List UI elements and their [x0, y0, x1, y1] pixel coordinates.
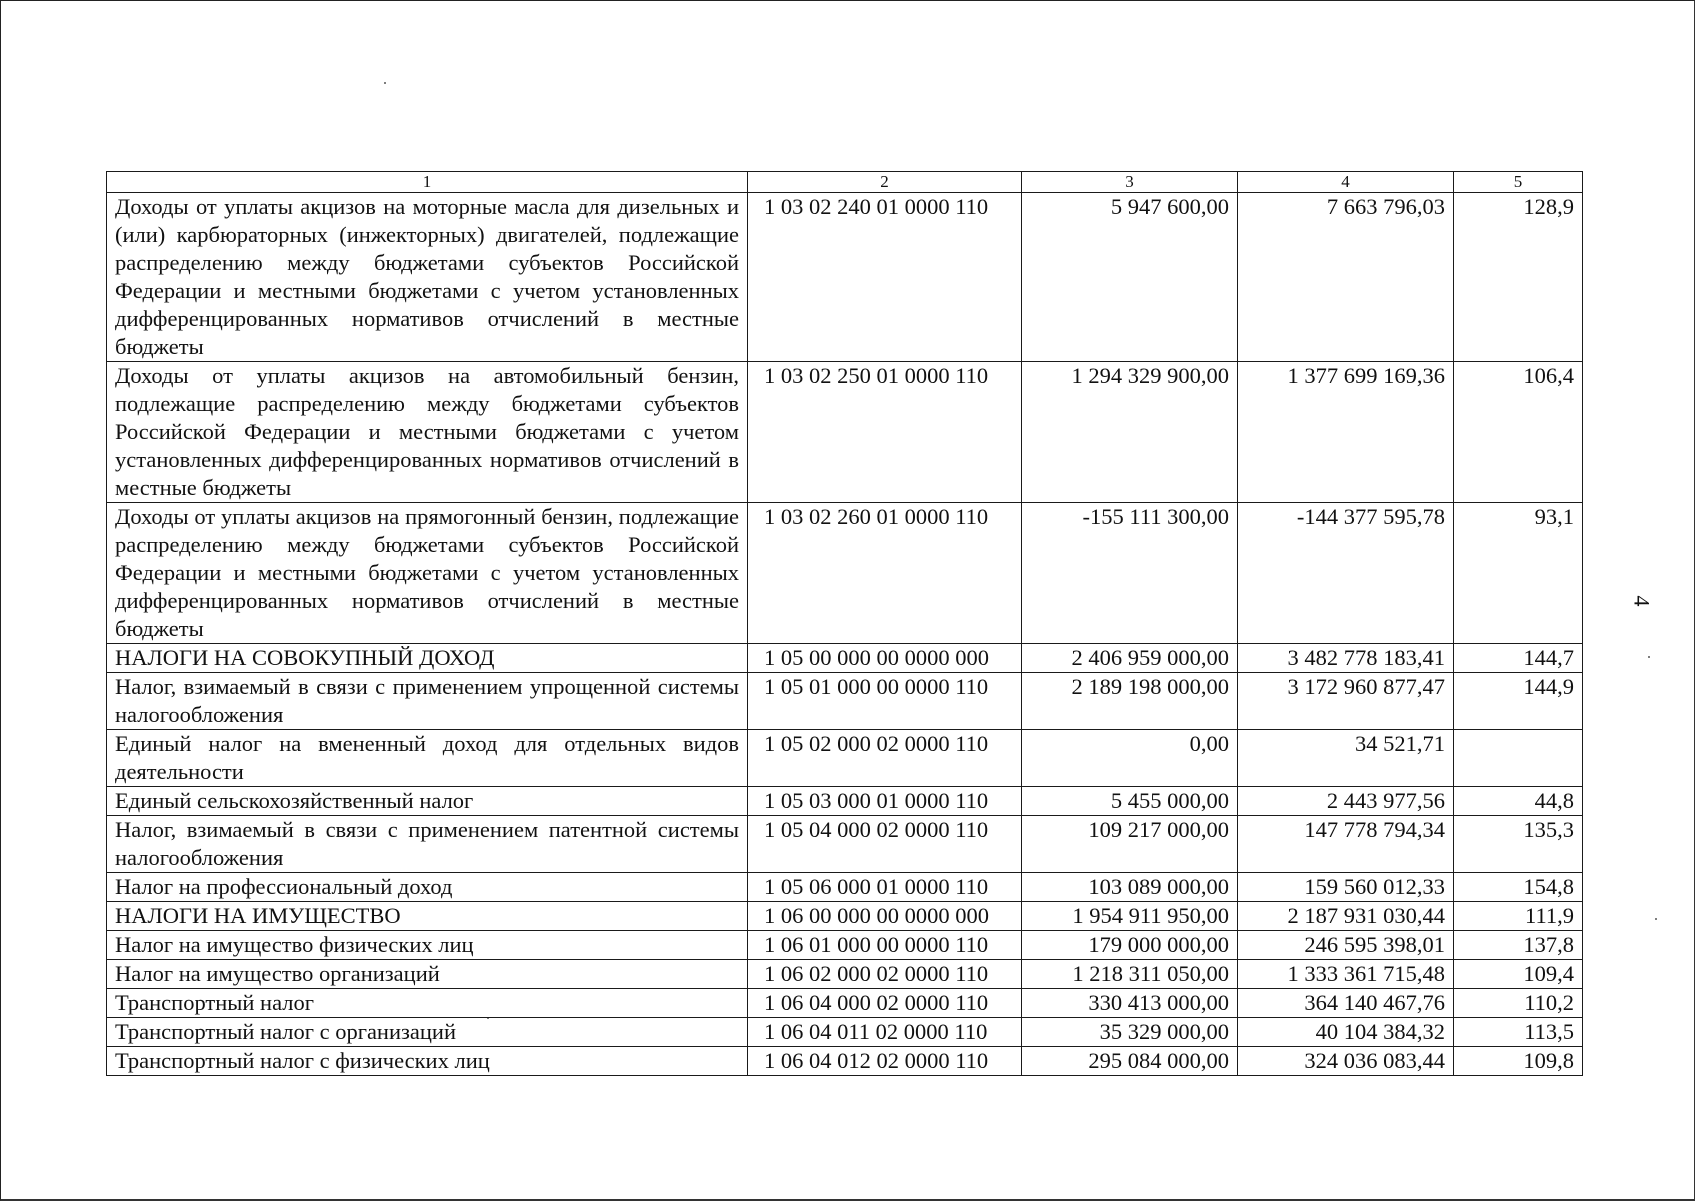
row-code-cell: 1 03 02 250 01 0000 110	[748, 362, 1022, 503]
row-name-cell: НАЛОГИ НА ИМУЩЕСТВО	[107, 902, 748, 931]
row-fact-cell: -144 377 595,78	[1238, 503, 1454, 644]
row-fact-cell: 2 443 977,56	[1238, 787, 1454, 816]
row-plan-cell: 1 218 311 050,00	[1022, 960, 1238, 989]
row-fact-cell: 34 521,71	[1238, 730, 1454, 787]
row-percent-cell: 137,8	[1454, 931, 1583, 960]
row-plan-cell: 35 329 000,00	[1022, 1018, 1238, 1047]
row-percent-cell: 110,2	[1454, 989, 1583, 1018]
row-percent-cell: 154,8	[1454, 873, 1583, 902]
row-percent-cell	[1454, 730, 1583, 787]
row-code-cell: 1 06 04 000 02 0000 110	[748, 989, 1022, 1018]
row-name-cell: Транспортный налог с физических лиц	[107, 1047, 748, 1076]
row-plan-cell: 0,00	[1022, 730, 1238, 787]
row-fact-cell: 1 333 361 715,48	[1238, 960, 1454, 989]
row-fact-cell: 40 104 384,32	[1238, 1018, 1454, 1047]
revenue-table	[106, 171, 1583, 1076]
row-name-cell: Налог, взимаемый в связи с применением патентной системы налогообложения	[107, 816, 748, 873]
table-row	[107, 873, 1583, 902]
row-name-cell: Транспортный налог	[107, 989, 748, 1018]
row-plan-cell: 1 294 329 900,00	[1022, 362, 1238, 503]
row-name-cell: Налог, взимаемый в связи с применением упрощенной системы налогообложения	[107, 673, 748, 730]
row-name-cell: Доходы от уплаты акцизов на автомобильный бензин, подлежащие распределению между бюджетами субъектов Российской Федерации и местными бюджетами с учетом установленных дифференцированных нормативов отчислений в местные бюджеты	[107, 362, 748, 503]
row-code-cell: 1 05 06 000 01 0000 110	[748, 873, 1022, 902]
row-name-cell: Доходы от уплаты акцизов на прямогонный бензин, подлежащие распределению между бюджетами субъектов Российской Федерации и местными бюджетами с учетом установленных дифференцированных нормативов отчислений в местные бюджеты	[107, 503, 748, 644]
row-code-cell: 1 05 02 000 02 0000 110	[748, 730, 1022, 787]
row-percent-cell: 111,9	[1454, 902, 1583, 931]
row-plan-cell: 295 084 000,00	[1022, 1047, 1238, 1076]
row-name-cell: Доходы от уплаты акцизов на моторные масла для дизельных и (или) карбюраторных (инжекторных) двигателей, подлежащие распределению между бюджетами субъектов Российской Федерации и местными бюджетами с учетом установленных дифференцированных нормативов отчислений в местные бюджеты	[107, 193, 748, 362]
row-fact-cell: 246 595 398,01	[1238, 931, 1454, 960]
row-plan-cell: 2 406 959 000,00	[1022, 644, 1238, 673]
row-plan-cell: 5 947 600,00	[1022, 193, 1238, 362]
row-percent-cell: 93,1	[1454, 503, 1583, 644]
table-row	[107, 1018, 1583, 1047]
row-code-cell: 1 05 00 000 00 0000 000	[748, 644, 1022, 673]
column-header: 1	[107, 172, 748, 193]
row-percent-cell: 144,9	[1454, 673, 1583, 730]
row-code-cell: 1 06 01 000 00 0000 110	[748, 931, 1022, 960]
row-plan-cell: 1 954 911 950,00	[1022, 902, 1238, 931]
row-code-cell: 1 03 02 260 01 0000 110	[748, 503, 1022, 644]
column-header: 4	[1238, 172, 1454, 193]
table-body	[107, 193, 1583, 1076]
row-plan-cell: 103 089 000,00	[1022, 873, 1238, 902]
row-fact-cell: 3 482 778 183,41	[1238, 644, 1454, 673]
table-row	[107, 1047, 1583, 1076]
row-code-cell: 1 06 02 000 02 0000 110	[748, 960, 1022, 989]
row-fact-cell: 1 377 699 169,36	[1238, 362, 1454, 503]
table-row	[107, 673, 1583, 730]
row-fact-cell: 3 172 960 877,47	[1238, 673, 1454, 730]
row-fact-cell: 364 140 467,76	[1238, 989, 1454, 1018]
row-name-cell: Единый налог на вмененный доход для отдельных видов деятельности	[107, 730, 748, 787]
row-percent-cell: 109,4	[1454, 960, 1583, 989]
row-percent-cell: 109,8	[1454, 1047, 1583, 1076]
row-plan-cell: -155 111 300,00	[1022, 503, 1238, 644]
table-row	[107, 730, 1583, 787]
table-row	[107, 902, 1583, 931]
column-header: 5	[1454, 172, 1583, 193]
row-name-cell: Единый сельскохозяйственный налог	[107, 787, 748, 816]
row-name-cell: Налог на имущество физических лиц	[107, 931, 748, 960]
table-row	[107, 362, 1583, 503]
table-row	[107, 960, 1583, 989]
row-percent-cell: 135,3	[1454, 816, 1583, 873]
row-fact-cell: 147 778 794,34	[1238, 816, 1454, 873]
row-fact-cell: 2 187 931 030,44	[1238, 902, 1454, 931]
row-fact-cell: 324 036 083,44	[1238, 1047, 1454, 1076]
table-row	[107, 644, 1583, 673]
table-row	[107, 503, 1583, 644]
scan-speck	[384, 82, 386, 84]
row-code-cell: 1 06 00 000 00 0000 000	[748, 902, 1022, 931]
row-code-cell: 1 05 04 000 02 0000 110	[748, 816, 1022, 873]
row-code-cell: 1 06 04 012 02 0000 110	[748, 1047, 1022, 1076]
row-percent-cell: 144,7	[1454, 644, 1583, 673]
table-row	[107, 931, 1583, 960]
row-name-cell: Налог на имущество организаций	[107, 960, 748, 989]
scan-speck	[1655, 918, 1657, 920]
row-plan-cell: 2 189 198 000,00	[1022, 673, 1238, 730]
row-plan-cell: 179 000 000,00	[1022, 931, 1238, 960]
row-code-cell: 1 05 03 000 01 0000 110	[748, 787, 1022, 816]
row-plan-cell: 109 217 000,00	[1022, 816, 1238, 873]
table-row	[107, 989, 1583, 1018]
row-percent-cell: 128,9	[1454, 193, 1583, 362]
table-row	[107, 787, 1583, 816]
row-code-cell: 1 03 02 240 01 0000 110	[748, 193, 1022, 362]
row-name-cell: Налог на профессиональный доход	[107, 873, 748, 902]
row-percent-cell: 44,8	[1454, 787, 1583, 816]
row-fact-cell: 7 663 796,03	[1238, 193, 1454, 362]
column-header: 2	[748, 172, 1022, 193]
row-name-cell: Транспортный налог с организаций	[107, 1018, 748, 1047]
table-row	[107, 816, 1583, 873]
row-percent-cell: 106,4	[1454, 362, 1583, 503]
row-plan-cell: 330 413 000,00	[1022, 989, 1238, 1018]
scan-speck	[1648, 656, 1650, 658]
column-header: 3	[1022, 172, 1238, 193]
page-number: 4	[1629, 595, 1655, 607]
row-fact-cell: 159 560 012,33	[1238, 873, 1454, 902]
row-name-cell: НАЛОГИ НА СОВОКУПНЫЙ ДОХОД	[107, 644, 748, 673]
row-plan-cell: 5 455 000,00	[1022, 787, 1238, 816]
column-number-row	[107, 172, 1583, 193]
table-row	[107, 193, 1583, 362]
row-percent-cell: 113,5	[1454, 1018, 1583, 1047]
row-code-cell: 1 06 04 011 02 0000 110	[748, 1018, 1022, 1047]
row-code-cell: 1 05 01 000 00 0000 110	[748, 673, 1022, 730]
